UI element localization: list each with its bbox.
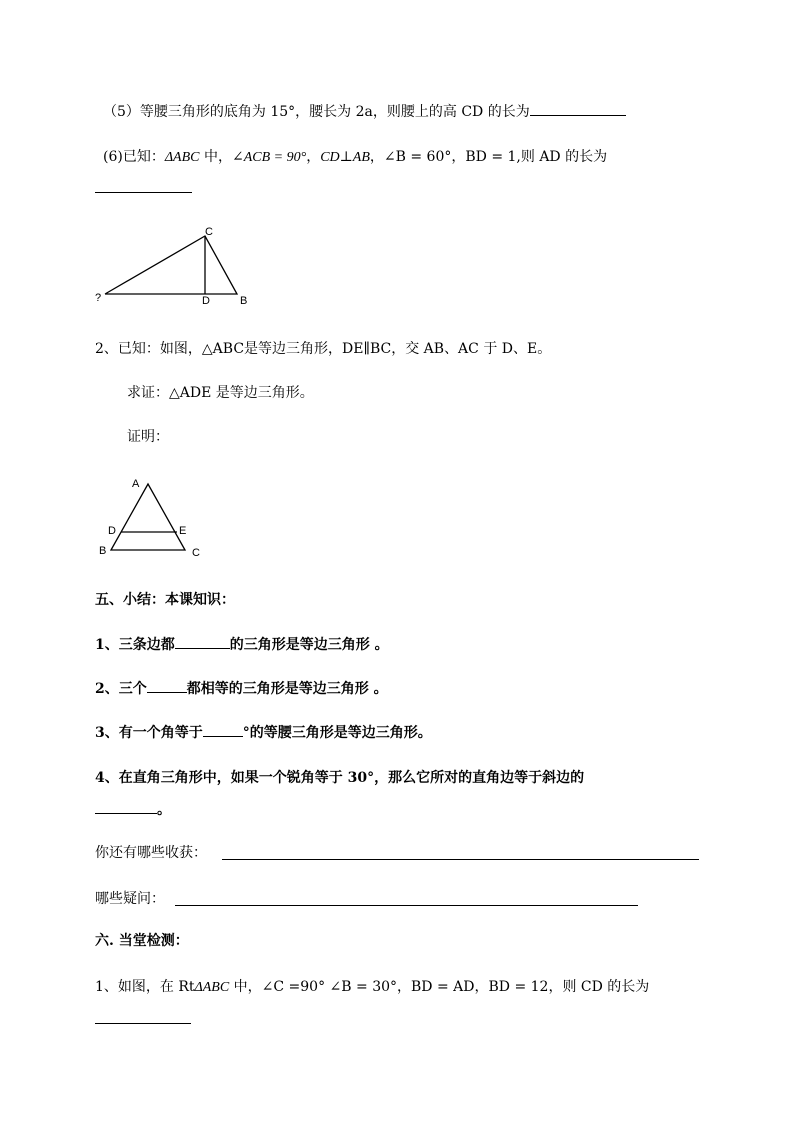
test-question-1-a: 1、如图，在 Rt	[95, 979, 195, 995]
summary-item-4-end	[95, 799, 171, 820]
test-question-1	[95, 977, 649, 998]
summary-item-2-b: 都相等的三角形是等边三角形 。	[186, 681, 388, 697]
gains-label: 你还有哪些收获：	[95, 845, 207, 861]
triangle-abc-outline	[111, 484, 185, 550]
question-6-mid: 中，	[199, 149, 232, 165]
label-e: E	[179, 525, 187, 537]
answer-blank[interactable]	[95, 192, 192, 193]
angle-acb: ∠ACB = 90°	[231, 150, 307, 165]
question-6-sep: ，	[306, 149, 321, 165]
doubts-answer-line[interactable]	[175, 905, 638, 906]
question-6-prefix: (6)已知：	[103, 149, 165, 165]
test-question-1-b: 中，∠C =90° ∠B = 30°，BD = AD，BD = 12，则 CD 的长为	[229, 979, 650, 995]
gains-answer-line[interactable]	[222, 859, 699, 860]
summary-item-1	[95, 634, 389, 655]
problem-2-given: 2、已知：如图，△ABC是等边三角形，DE∥BC，交 AB、AC 于 D、E。	[95, 341, 552, 357]
answer-blank[interactable]	[147, 678, 187, 693]
label-b: B	[99, 545, 107, 557]
label-a: ?	[95, 292, 102, 304]
answer-blank[interactable]	[530, 101, 626, 116]
triangle-outline	[105, 236, 237, 294]
summary-item-1-b: 的三角形是等边三角形 。	[229, 637, 389, 653]
test-heading: 六. 当堂检测：	[95, 933, 189, 949]
answer-blank[interactable]	[203, 722, 243, 737]
summary-heading: 五、小结：本课知识：	[95, 592, 235, 608]
problem-2-prove: 求证：△ADE 是等边三角形。	[127, 385, 314, 401]
label-a: A	[132, 478, 140, 490]
question-5-text: （5）等腰三角形的底角为 15°，腰长为 2a，则腰上的高 CD 的长为	[103, 104, 530, 120]
answer-blank[interactable]	[95, 1023, 191, 1024]
summary-item-3	[95, 722, 432, 743]
summary-item-3-b: °的等腰三角形是等边三角形。	[242, 725, 432, 741]
question-6-rest: ，∠B = 60°，BD = 1,则 AD 的长为	[369, 149, 608, 165]
summary-item-4: 4、在直角三角形中，如果一个锐角等于 30°，那么它所对的直角边等于斜边的	[95, 770, 585, 786]
summary-item-2-a: 2、三个	[95, 681, 147, 697]
summary-item-4-b: 。	[157, 802, 171, 818]
triangle-abc: ΔABC	[164, 150, 200, 165]
perpendicular-cd-ab: CD⊥AB	[320, 150, 370, 165]
doubts-label: 哪些疑问：	[95, 891, 165, 907]
label-d: D	[108, 525, 116, 537]
triangle-abc: ΔABC	[194, 980, 230, 995]
answer-blank[interactable]	[175, 634, 230, 649]
summary-item-3-a: 3、有一个角等于	[95, 725, 203, 741]
figure-equilateral-triangle	[93, 474, 223, 564]
label-d: D	[202, 295, 210, 307]
label-c: C	[192, 547, 200, 559]
problem-2-proof: 证明：	[127, 429, 169, 445]
question-5	[103, 101, 626, 122]
label-c: C	[205, 226, 213, 238]
label-b: B	[240, 295, 248, 307]
question-6	[103, 147, 607, 168]
figure-right-triangle	[90, 222, 270, 312]
answer-blank[interactable]	[95, 799, 157, 814]
summary-item-2	[95, 678, 388, 699]
summary-item-1-a: 1、三条边都	[95, 637, 175, 653]
